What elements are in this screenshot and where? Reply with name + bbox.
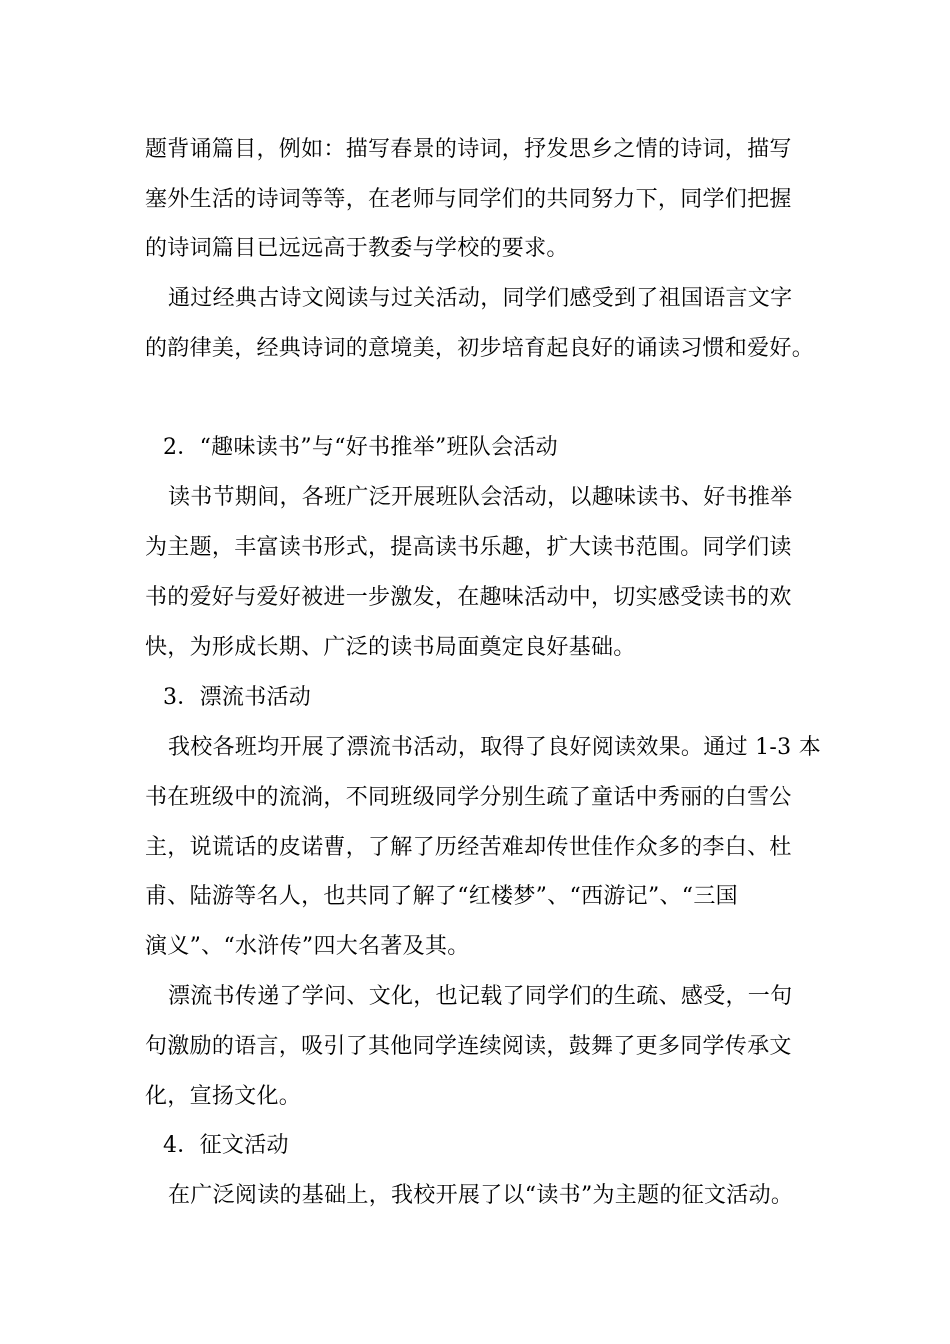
text-line: 演义”、“水浒传”四大名著及其。: [145, 934, 470, 959]
section-heading: 4．征文活动: [163, 1133, 289, 1158]
text-line: 为主题，丰富读书形式，提高读书乐趣，扩大读书范围。同学们读: [145, 535, 792, 560]
text-line: 快，为形成长期、广泛的读书局面奠定良好基础。: [145, 635, 636, 660]
text-line: 通过经典古诗文阅读与过关活动，同学们感受到了祖国语言文字: [168, 286, 793, 311]
section-heading: 3．漂流书活动: [163, 685, 312, 710]
text-line: 漂流书传递了学问、文化，也记载了同学们的生疏、感受，一句: [168, 984, 793, 1009]
text-line: 的诗词篇目已远远高于教委与学校的要求。: [145, 236, 569, 261]
text-line: 化，宣扬文化。: [145, 1084, 302, 1109]
text-line: 句激励的语言，吸引了其他同学连续阅读，鼓舞了更多同学传承文: [145, 1034, 792, 1059]
text-line: 我校各班均开展了漂流书活动，取得了良好阅读效果。通过 1-3 本: [168, 735, 822, 760]
text-line: 书的爱好与爱好被进一步激发，在趣味活动中，切实感受读书的欢: [145, 585, 792, 610]
text-line: 在广泛阅读的基础上，我校开展了以“读书”为主题的征文活动。: [168, 1183, 794, 1208]
text-line: 读书节期间，各班广泛开展班队会活动，以趣味读书、好书推举: [168, 485, 793, 510]
text-line: 主，说谎话的皮诺曹，了解了历经苦难却传世佳作众多的李白、杜: [145, 835, 792, 860]
text-line: 的韵律美，经典诗词的意境美，初步培育起良好的诵读习惯和爱好。: [145, 336, 815, 361]
text-line: 书在班级中的流淌，不同班级同学分别生疏了童话中秀丽的白雪公: [145, 785, 792, 810]
text-line: 塞外生活的诗词等等，在老师与同学们的共同努力下，同学们把握: [145, 187, 792, 212]
text-line: 题背诵篇目，例如：描写春景的诗词，抒发思乡之情的诗词，描写: [145, 137, 792, 162]
section-heading: 2．“趣味读书”与“好书推举”班队会活动: [163, 435, 558, 460]
text-line: 甫、陆游等名人，也共同了解了“红楼梦”、“西游记”、“三国: [145, 884, 738, 909]
